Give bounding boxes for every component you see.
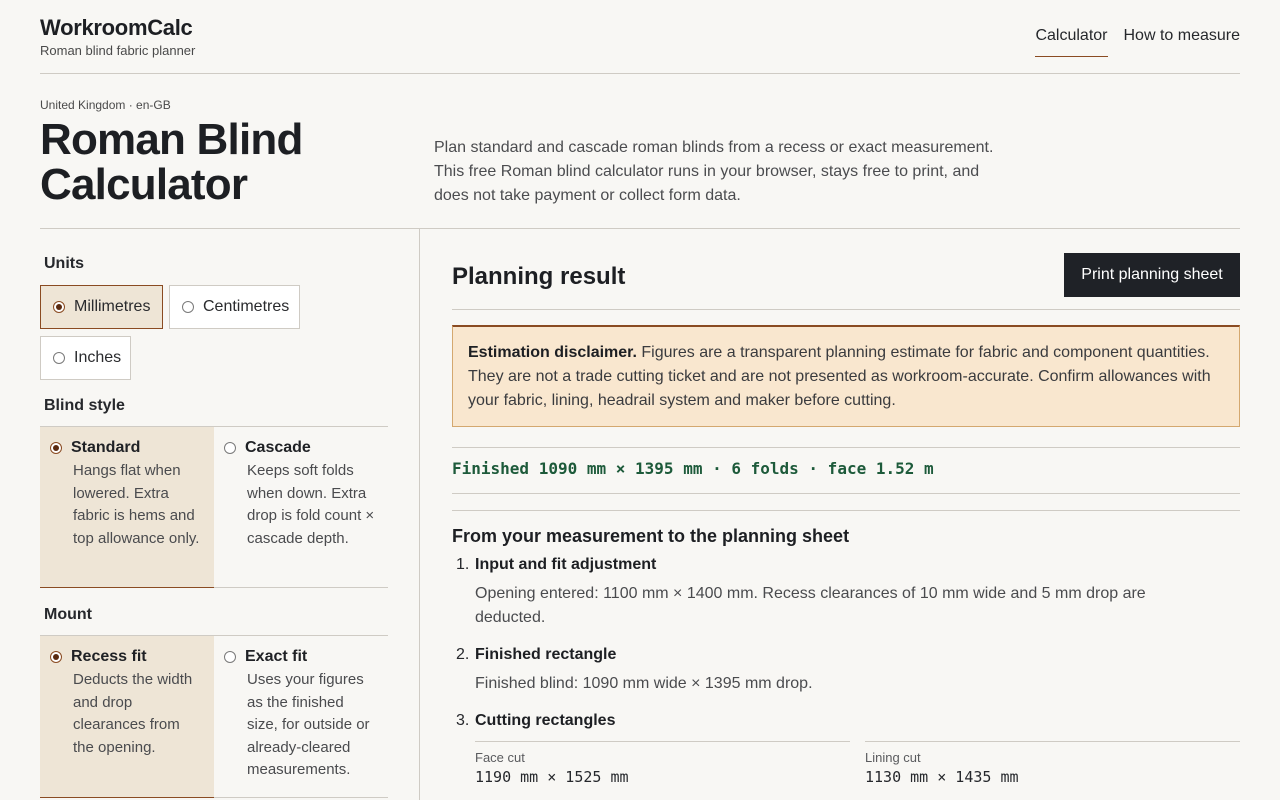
style-option-desc: Keeps soft folds when down. Extra drop is fold count × cascade depth. — [247, 462, 375, 547]
site-header — [40, 0, 1240, 74]
mount-label: Mount — [44, 606, 92, 623]
main-nav — [1035, 27, 1240, 57]
cut-value: 1190 mm × 1525 mm — [475, 768, 629, 786]
unit-option-label: Millimetres — [74, 298, 151, 315]
brand-tagline: Roman blind fabric planner — [40, 43, 196, 58]
mount-option-exact-fit[interactable] — [214, 635, 388, 798]
disclaimer-body: Figures are a transparent planning estimate for fabric and component quantities. They are not a trade cutting ticket and are not presented as workroom-accurate. Confirm allowances with your fabric, lining, headrail system and maker before cutting. — [468, 344, 1211, 409]
nav-calculator[interactable]: Calculator — [1035, 27, 1107, 57]
steps-title: From your measurement to the planning sheet — [452, 526, 850, 546]
step-number: 3. — [456, 712, 470, 729]
face-cut — [475, 741, 850, 786]
style-option-title: Cascade — [245, 439, 311, 456]
intro-text: Plan standard and cascade roman blinds from a recess or exact measurement. This free Roman blind calculator runs in your browser, stays free to print, and does not take payment or collect form data. — [434, 139, 994, 204]
radio-icon — [182, 301, 194, 313]
disclaimer-box — [452, 325, 1240, 427]
lining-cut — [865, 741, 1240, 786]
blind-style-label: Blind style — [44, 397, 125, 414]
mount-option-title: Recess fit — [71, 648, 147, 665]
units-label: Units — [44, 255, 84, 272]
step-number: 1. — [456, 556, 470, 573]
divider — [452, 447, 1240, 448]
step-heading: Input and fit adjustment — [475, 556, 657, 573]
step-heading: Finished rectangle — [475, 646, 617, 663]
divider — [452, 493, 1240, 494]
mount-option-desc: Deducts the width and drop clearances from the opening. — [73, 671, 193, 756]
style-option-desc: Hangs flat when lowered. Extra fabric is hems and top allowance only. — [73, 462, 200, 547]
divider — [452, 309, 1240, 310]
result-title: Planning result — [452, 263, 626, 290]
step-text: Finished blind: 1090 mm wide × 1395 mm drop. — [475, 675, 813, 692]
radio-selected-icon — [50, 442, 62, 454]
divider — [452, 510, 1240, 511]
cut-label: Lining cut — [865, 750, 921, 765]
cut-value: 1130 mm × 1435 mm — [865, 768, 1019, 786]
unit-option-label: Centimetres — [203, 298, 290, 315]
style-option-title: Standard — [71, 439, 141, 456]
brand-name[interactable]: WorkroomCalc — [40, 15, 193, 40]
step-text: Opening entered: 1100 mm × 1400 mm. Recess clearances of 10 mm wide and 5 mm drop are deducted. — [475, 585, 1146, 626]
page-title: Roman Blind Calculator — [40, 115, 303, 209]
cut-label: Face cut — [475, 750, 525, 765]
hero — [40, 98, 1240, 229]
style-option-standard[interactable] — [40, 426, 214, 588]
radio-selected-icon — [50, 651, 62, 663]
radio-icon — [53, 352, 65, 364]
mount-option-title: Exact fit — [245, 648, 308, 665]
style-option-cascade[interactable] — [214, 426, 388, 588]
radio-icon — [224, 442, 236, 454]
options-sidebar — [0, 229, 420, 800]
locale-label: United Kingdom · en-GB — [40, 98, 171, 112]
radio-selected-icon — [53, 301, 65, 313]
radio-icon — [224, 651, 236, 663]
mount-option-desc: Uses your figures as the finished size, for outside or already-cleared measurements. — [247, 671, 370, 779]
brand[interactable] — [40, 15, 195, 58]
disclaimer-lead: Estimation disclaimer. — [468, 344, 637, 361]
print-button[interactable]: Print planning sheet — [1064, 253, 1240, 297]
result-summary: Finished 1090 mm × 1395 mm · 6 folds · face 1.52 m — [452, 459, 934, 478]
unit-option-label: Inches — [74, 349, 122, 366]
mount-option-recess-fit[interactable] — [40, 635, 214, 798]
unit-option-inches[interactable] — [40, 336, 131, 380]
step-heading: Cutting rectangles — [475, 712, 616, 729]
unit-option-centimetres[interactable] — [169, 285, 300, 329]
unit-option-millimetres[interactable] — [40, 285, 163, 329]
step-number: 2. — [456, 646, 470, 663]
nav-how-to-measure[interactable]: How to measure — [1123, 27, 1240, 44]
